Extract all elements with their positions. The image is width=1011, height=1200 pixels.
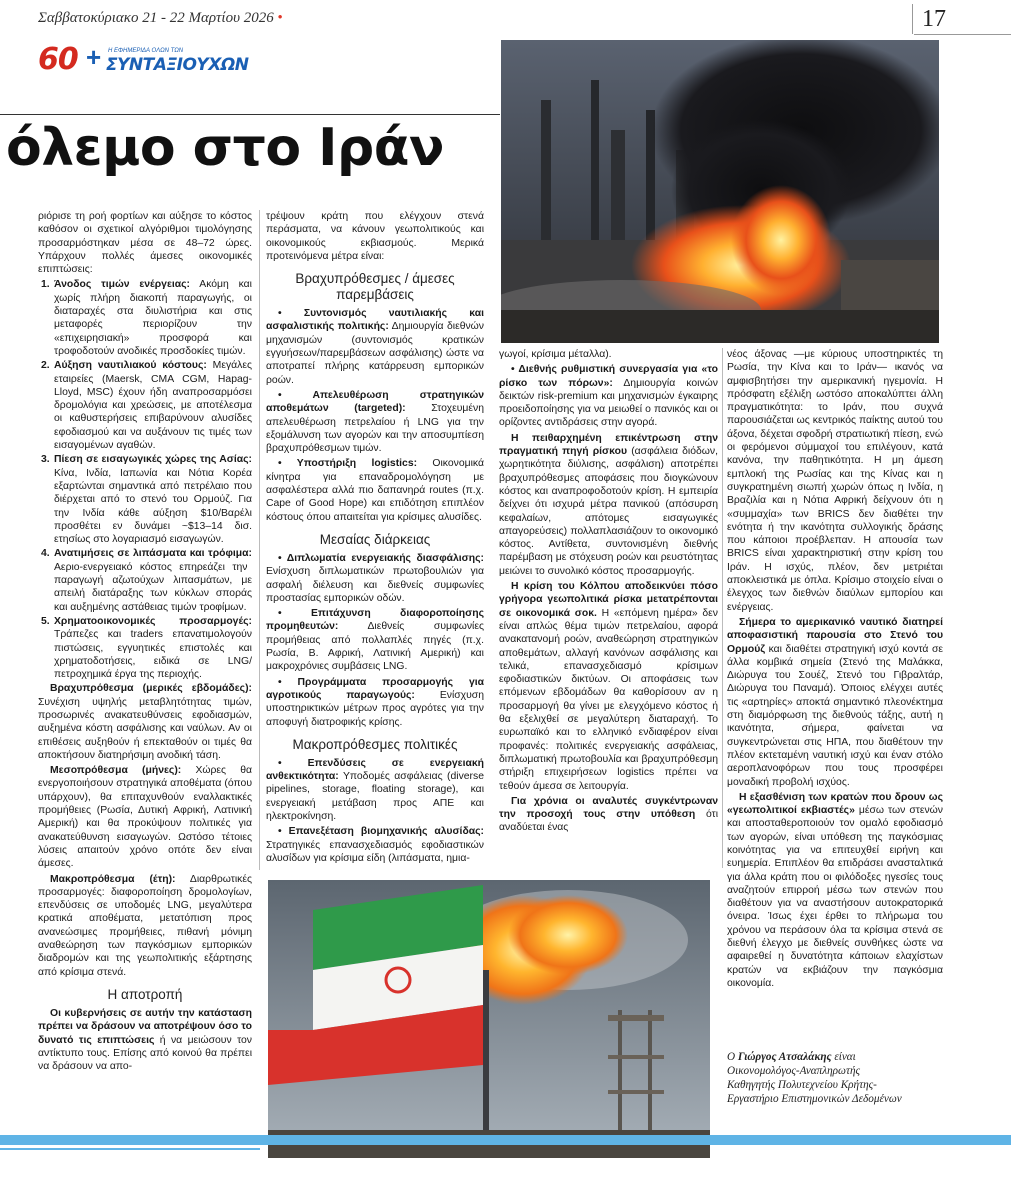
paragraph-lead: Σήμερα το αμερικανικό ναυτικό διατηρεί αποφασιστική παρουσία στο Στενό του Ορμούζ [727,616,943,655]
article-headline: όλεμο στο Ιράν [6,118,444,178]
bullet-text: Ενίσχυση υποστηρικτικών μέτρων προς αγρότες για την αποφυγή διατροφικής κρίσης. [266,689,484,728]
list-item-lead: Αύξηση ναυτιλιακού κόστους: [54,360,207,372]
mid-term-paragraph [38,764,252,870]
bullet-lead: • Επενδύσεις σε ενεργειακή ανθεκτικότητα: [266,757,484,783]
list-item-lead: Πίεση σε εισαγωγικές χώρες της Ασίας: [54,454,252,466]
header-divider-vertical [912,4,913,34]
author-title: Οικονομολόγος-Αναπληρωτής [727,1065,861,1077]
col3-intro: γωγοί, κρίσιμα μέταλλα). [499,349,612,360]
paragraph-lead: Η πειθαρχημένη επικέντρωση στην πραγματική πηγή ρίσκου [499,432,718,458]
list-number: 5. [41,615,50,627]
bullet-paragraph [266,607,484,673]
list-number: 1. [41,279,50,291]
deterrence-lead: Οι κυβερνήσεις σε αυτήν την κατάσταση πρέπει να δράσουν να αποτρέψουν όσο το δυνατό τις επιπτώσεις [38,1007,252,1046]
list-item-lead: Άνοδος τιμών ενέργειας: [54,279,191,291]
logo-tagline: Η ΕΦΗΜΕΡΙΔΑ ΟΛΩΝ ΤΩΝ [108,48,184,54]
body-paragraph [499,580,718,793]
header-divider [914,34,1011,35]
deterrence-paragraph [38,1007,252,1073]
list-item [38,615,252,681]
logo-title: ΣΥΝΤΑΞΙΟΥΧΩΝ [106,55,249,75]
article-column-2 [266,210,484,864]
refinery-fire-photo [501,40,939,343]
body-paragraph [727,616,943,789]
page-number: 17 [922,6,946,32]
list-item-lead: Ανατιμήσεις σε λιπάσματα και τρόφιμα: [54,548,252,560]
list-item-text: Μεγάλες εταιρείες (Maersk, CMA CGM, Hapag-Lloyd, MSC) έχουν ήδη αναπροσαρμόσει δρομολόγια και χρεώσεις, με αποτέλεσμα οι καθυστερήσεις επιβαρύνουν αλυσίδες εφοδιασμού και να αυξάνουν τις τιμές των εισαγομένων αγαθών. [54,360,252,452]
short-term-lead: Βραχυπρόθεσμα (μερικές εβδομάδες): [50,683,252,695]
bullet-text: Στοχευμένη απελευθέρωση πετρελαίου ή LNG για την εξομάλυνση των αγορών και την αποσυμπίεση βραχυπρόθεσμων τιμών. [266,403,484,455]
author-line1: είναι [831,1051,856,1063]
author-prefix: Ο [727,1051,738,1063]
bullet-lead: • Διπλωματία ενεργειακής διασφάλισης: [278,552,484,564]
bullet-paragraph [266,757,484,823]
section-subheading: Μακροπρόθεσμες πολιτικές [292,736,458,752]
bullet-paragraph [266,389,484,455]
deterrence-text: ή να μειώσουν τον αντίκτυπο τους. Επίσης από κοινού θα πρέπει να δράσουν να απο- [38,1034,252,1073]
list-item-text: Αεριο-ενεργειακό κόστος επηρεάζει την παραγωγή αζωτούχων λιπασμάτων, με απειλή διατάραξης των κύκλων σποράς και αυξημένης αστάθειας τιμών τροφίμων. [54,561,252,613]
bullet-paragraph [266,457,484,523]
list-item [38,453,252,546]
list-item-lead: Χρηματοοικονομικές προσαρμογές: [54,615,252,627]
footer-color-band [0,1135,1011,1145]
list-item [38,547,252,613]
long-term-paragraph [38,873,252,979]
list-number: 3. [41,454,50,466]
logo-number: 60 [38,42,78,77]
paragraph-lead: Η εξασθένιση των κρατών που δρουν ως «γεωπολιτικοί εκβιαστές» [727,791,943,817]
author-name: Γιώργος Ατσαλάκης [737,1051,832,1063]
bullet-text: Δημιουργία κοινών δεικτών risk-premium και μηχανισμών έγκαιρης προειδοποίησης για να μειωθεί ο πανικός και οι ορίζοντες αντιδράσεις στην αγορά. [499,377,718,429]
list-item [38,278,252,358]
bullet-text: Διεθνείς συμφωνίες προμήθειας από πολλαπλές πηγές (π.χ. Ρωσία, Β. Αφρική, Λατινική Αμερική) και μακροχρόνιες συμβάσεις LNG. [266,621,484,673]
bullet-text: Οικονομικά κίνητρα για επαναδρομολόγηση με ασφαλέστερα αλλά πιο δαπανηρά routes (π.χ. Cape of Good Hope) και επιδότηση επιπλέον κόστους όπου απαιτείται για κρίσιμες αλυσίδες. [266,458,484,523]
bullet-lead: • Επανεξέταση βιομηχανικής αλυσίδας: [278,826,484,838]
bullet-lead: • Προγράμματα προσαρμογής για αγροτικούς παραγωγούς: [266,676,484,701]
body-paragraph [499,432,718,578]
body-paragraph [499,795,718,835]
refinery-fire-image [501,40,939,343]
short-term-paragraph [38,682,252,762]
paragraph-text: (ασφάλεια διόδων, χωρητικότητα διύλισης, ασφάλιση) αποτρέπει βραχυπρόθεσμες αποφάσεις που διογκώνουν κόστος και αναπροφοδοτούν κρίση. Η εμπειρία δείχνει ότι ισχυρά μέτρα πανικού (απόσυρση κεφαλαίων, απότομες εισαγωγικές απαγορεύσεις) πολλαπλασιάζουν το οικονομικό κόστος. Αντίθετα, συντονισμένη διεθνής παρέμβαση με στόχευση ροών και ρευστότητας μειώνει το συνολικό κόστος προσαρμογής. [499,446,718,577]
author-bio [727,1050,943,1106]
body-paragraph: νέος άξονας —με κύριους υποστηρικτές τη Ρωσία, την Κίνα και το Ιράν— ικανός να αμφισβητήσει την αμερικανική ηγεμονία. Η πρόσφατη εξέλιξη ωστόσο αποκαλύπτει άλλη πραγματικότητα: το Ιράν, που συχνά παρουσιάζεται ως κεντρικός παίκτης αυτού του άξονα, δέχεται σφοδρή στρατιωτική πίεση, ενώ οι φερόμενοι σύμμαχοί του επιλέγουν, κατά κανόνα, την παθητικότητα. Η μη άμεση εμπλοκή της Ρωσίας και της Κίνας και η συγκρατημένη σιωπή χωρών όπως η Ινδία, η Βραζιλία και η Νότια Αφρική δείχνουν ότι η «συμμαχία» των BRICS δεν διαθέτει την ενότητα ή την ικανότητα συλλογικής δράσης που κάποιοι προέβλεπαν. Η απουσία των BRICS είναι χαρακτηριστική στην κρίση του Ιράν. Η ισχύς, πλέον, δεν μετριέται αποκλειστικά με όπλα. Κρίσιμο στοιχείο είναι ο έλεγχος των διεθνών διαύλων εμπορίου και ενέργειας. [727,349,943,613]
bullet-paragraph [499,363,718,429]
article-column-3 [499,348,718,866]
date-text: Σαββατοκύριακο 21 - 22 Μαρτίου 2026 [38,10,274,26]
section-subheading: Η αποτροπή [107,986,183,1002]
iran-flag-flare-image [268,880,710,1158]
newspaper-logo [38,42,249,82]
logo-plus: + [86,42,102,72]
bullet-text: Ενίσχυση διπλωματικών πρωτοβουλιών για ασφαλή διέλευση και διεθνείς συμφωνίες προστασίας εμπορικών οδών. [266,566,484,604]
long-term-text: Διαρθρωτικές προσαρμογές: διαφοροποίηση δρομολογίων, επενδύσεις σε υποδομές LNG, μεγαλύτερα κρατικά αποθέματα, μετατόπιση προς ανανεώσιμες προμήθειες, πιθανή μόνιμη αναθεώρηση των παγκόσμιων εμπορικών διαδρομών και της γεωπολιτικής εξάρτησης από κρίσιμα στενά. [38,873,252,978]
headline-rule [0,114,500,115]
author-affiliation: Καθηγητής Πολυτεχνείου Κρήτης- [727,1079,877,1091]
article-column-4 [727,348,943,1028]
issue-date [38,10,283,27]
bullet-lead: • Διεθνής ρυθμιστική συνεργασία για «το ρίσκο των πόρων»: [499,364,718,389]
body-paragraph [727,791,943,990]
column-divider-1 [259,210,260,870]
bullet-paragraph [266,307,484,387]
bullet-text: Στρατηγικές επανασχεδιασμός εφοδιαστικών αλυσίδων για κρίσιμα είδη (λιπάσματα, ημια- [266,839,484,864]
bullet-lead: • Απελευθέρωση στρατηγικών αποθεμάτων (targeted): [266,389,484,415]
author-lab: Εργαστήριο Επιστημονικών Δεδομένων [727,1093,902,1105]
list-number: 4. [41,548,50,560]
list-item-text: Τράπεζες και traders επανατιμολογούν πιστώσεις, εγγυητικές επιστολές και χρηματοδοτήσεις, ειδικά σε LNG/πετροχημικά έργα της περιοχής. [54,629,252,681]
short-term-text: Συνέχιση υψηλής μεταβλητότητας τιμών, προσωρινές ανακατευθύνσεις εφοδιασμών, αυξημένα κόστη ασφάλισης και ναύλων. Αν οι επιθέσεις αυξηθούν ή επεκταθούν οι τιμές θα αποκτήσουν διατηρήσιμη ανοδική τάση. [38,696,252,761]
col1-intro: ριόρισε τη ροή φορτίων και αύξησε το κόστος καθόσον οι σχετικοί αλγόριθμοι τιμολόγησης προσαρμόστηκαν μέσα σε 48–72 ώρες. Υπάρχουν πολλές άμεσες οικονομικές επιπτώσεις: [38,211,252,276]
list-item-text: Κίνα, Ινδία, Ιαπωνία και Νότια Κορέα εξαρτώνται σημαντικά από πετρέλαιο που διέρχεται από το στενό του Ορμούζ. Για την Ινδία κάθε αύξηση $10/Βαρέλι προσθέτει εν δυνάμει ~$13–14 δισ. ετησίως στο λογαριασμό εισαγωγών. [54,467,252,546]
long-term-lead: Μακροπρόθεσμα (έτη): [50,873,176,885]
mid-term-lead: Μεσοπρόθεσμα (μήνες): [50,765,182,777]
bullet-lead: • Υποστήριξη logistics: [278,458,418,470]
article-column-1 [38,210,252,1130]
paragraph-lead: Για χρόνια οι αναλυτές συγκέντρωναν την προσοχή τους στην υπόθεση [499,795,718,821]
column-divider-3 [722,348,723,868]
paragraph-text: ότι αναδύεται ένας [499,809,718,834]
bullet-paragraph [266,552,484,605]
paragraph-text: και διαθέτει στρατηγική ισχύ κοντά σε άλλα κομβικά σημεία (Στενό της Μαλάκκα, Διώρυγα του Σουέζ, Στενό του Γιβραλτάρ, Διώρυγα του Παναμά). Όποιος ελέγχει αυτές τις «αρτηρίες» αποκτά σημαντικό πλεονέκτημα στη διαμόρφωση της διεθνούς τάξης, αυτή η ικανότητα, σήμερα, φαίνεται να συγκεντρώνεται στις ΗΠΑ, που διαθέτουν την πλέον εκτεταμένη ναυτική ισχύ και έναν στόλο αεροπλανοφόρων που τους προσφέρει μοναδική προβολή ισχύος. [727,643,943,788]
section-subheading: Μεσαίας διάρκειας [319,531,431,547]
col2-intro: τρέψουν κράτη που ελέγχουν στενά περάσματα, να κάνουν γεωπολιτικούς και οικονομικούς εκβιασμούς. Μερικά προτεινόμενα μέτρα είναι: [266,211,484,262]
bullet-paragraph [266,825,484,864]
bullet-paragraph [266,676,484,729]
list-item-text: Ακόμη και χωρίς πλήρη διακοπή παραγωγής, οι διαταραχές στα διυλιστήρια και στις μεταφορές περιορίζουν την «επιχειρησιακή» προσφορά και τροφοδοτούν ανοδικές προσδοκίες τιμών. [54,279,252,357]
bullet-lead: • Επιτάχυνση διαφοροποίησης προμηθευτών: [266,608,484,633]
date-bullet: • [277,10,283,26]
bullet-text: Υποδομές ασφάλειας (diverse pipelines, storage, floating storage), και ενεργειακή μετάβαση προς ΑΠΕ και ηλεκτροκίνηση. [266,771,484,822]
section-subheading: Βραχυπρόθεσμες / άμεσες παρεμβάσεις [295,271,455,303]
footer-thin-band [0,1148,260,1150]
iran-flag-gas-flare-photo [268,880,710,1158]
paragraph-text: μέσω των στενών και αποσταθεροποιούν τον ομαλό εφοδιασμό των αγορών, είναι υπόθεση της παγκόσμιας κοινότητας για να επιτευχθεί ειρήνη και ευημερία. Επιπλέον θα επιδράσει ανασταλτικά για άλλα κράτη που οι φιλόδοξες ηγεσίες τους αναζητούν επιρροή μέσω των στενών που διαθέτουν για να αναστήσουν αυτοκρατορικά όνειρα. Ίσως έχει έρθει το πλήρωμα του χρόνου να περάσουν όλα τα κρίσιμα στενά σε διεθνή έλεγχο με διεθνείς συνθήκες ώστε να αφαιρεθεί η δυνατότητα κάποιων ελαχίστων κρατών να εκβιάζουν την παγκόσμια οικονομία. [727,805,943,989]
paragraph-lead: Η κρίση του Κόλπου αποδεικνύει πόσο γρήγορα γεωπολιτικά ρίσκα μετατρέπονται σε οικονομικά σοκ. [499,581,718,619]
mid-term-text: Χώρες θα ενεργοποιήσουν στρατηγικά αποθέματα (όπου υπάρχουν), θα επιταχυνθούν εναλλακτικές προμήθειες (Ρωσία, Δυτική Αφρική, Λατινική Αμερική) και θα προκύψουν πολιτικές για ανακατεύθυνση εισαγωγών. Ωστόσο τέτοιες λύσεις απαιτούν χρόνο οπότε δεν είναι άμεσες. [38,765,252,870]
paragraph-text: Η «επόμενη ημέρα» δεν είναι απλώς θέμα τιμών πετρελαίου, αφορά ανακατανομή ροών, αναθεώρηση στρατηγικών αποθεμάτων, αλλαγή κανόνων ασφάλισης και τελικά, επανασχεδιασμό κρίσιμων εφοδιαστικών δικτύων. Οι αποφάσεις των επόμενων εβδομάδων θα καθορίσουν αν η προσαρμογή θα γίνει με ελεγχόμενο κόστος ή θα εξελιχθεί σε μεγαλύτερη διαταραχή. Το ευρωπαϊκό και το ελληνικό ενδιαφέρον είναι προφανές: πολιτικές ενεργειακής ασφάλειας, διπλωματική πρωτοβουλία και βραχυπρόθεσμη στήριξη επιχειρήσεων logistics πρέπει να τεθούν άμεσα σε λειτουργία. [499,607,718,792]
bullet-text: Δημιουργία διεθνών μηχανισμών (συντονισμός κρατικών εγγυήσεων/παρεμβάσεων ασφάλισης) ώστε να αποτραπεί πλήρης κατάρρευση εμπορικών ροών. [266,321,484,386]
list-item [38,359,252,452]
bullet-lead: • Συντονισμός ναυτιλιακής και ασφαλιστικής πολιτικής: [266,308,484,333]
list-number: 2. [41,360,50,372]
